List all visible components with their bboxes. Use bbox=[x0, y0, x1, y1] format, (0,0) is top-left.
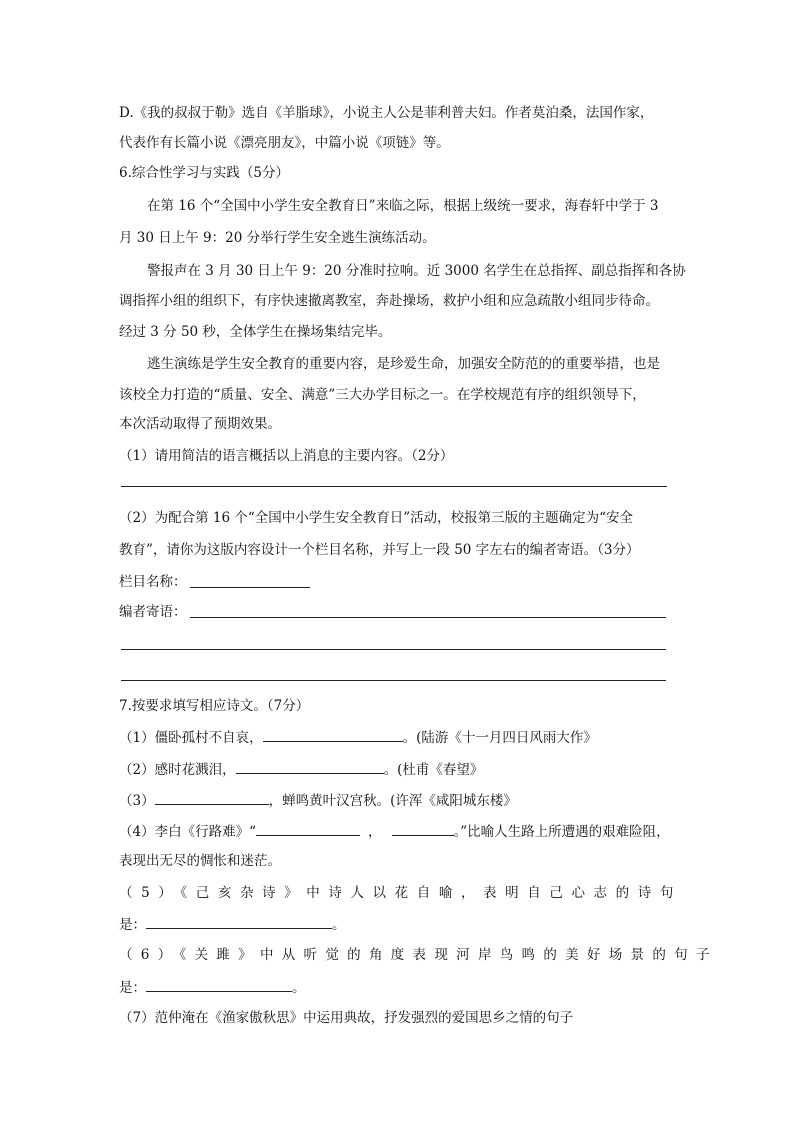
question-7-3-prefix: （3） bbox=[119, 793, 155, 809]
blank-7-4a[interactable] bbox=[256, 820, 360, 836]
question-7-1 bbox=[119, 726, 597, 748]
option-d-line-1: D.《我的叔叔于勒》选自《羊脂球》，小说主人公是菲利普夫妇。作者莫泊桑，法国作家， bbox=[119, 105, 654, 121]
answer-line-6-1[interactable] bbox=[121, 486, 667, 487]
question-6-title: 6.综合性学习与实践（5分） bbox=[119, 165, 289, 181]
news-para-2-line-3: 经过 3 分 50 秒，全体学生在操场集结完毕。 bbox=[119, 324, 392, 340]
editor-note-label: 编者寄语： bbox=[119, 604, 187, 620]
column-name-blank[interactable] bbox=[190, 587, 310, 588]
blank-7-3[interactable] bbox=[155, 789, 269, 805]
news-para-3-line-1: 逃生演练是学生安全教育的重要内容，是珍爱生命，加强安全防范的的重要举措，也是 bbox=[147, 356, 660, 372]
question-7-2-prefix: （2）感时花溅泪， bbox=[119, 762, 236, 778]
question-7-5-period: 。 bbox=[332, 917, 346, 933]
question-7-4 bbox=[119, 820, 670, 842]
news-para-2-line-1: 警报声在 3 月 30 日上午 9：20 分准时拉响。近 3000 名学生在总指挥、副总指挥和各协 bbox=[147, 263, 686, 279]
blank-7-2[interactable] bbox=[236, 758, 384, 774]
question-7-6-line-1: （6）《关雎》中从听觉的角度表现河岸鸟鸣的美好场景的句子 bbox=[119, 947, 718, 963]
column-name-label: 栏目名称： bbox=[119, 574, 187, 590]
question-7-5-answer-prefix: 是： bbox=[119, 917, 146, 933]
question-7-3-suffix: ，蝉鸣黄叶汉宫秋。(许浑《咸阳城东楼》 bbox=[268, 793, 517, 809]
question-6-1: （1）请用简洁的语言概括以上消息的主要内容。（2分） bbox=[119, 448, 454, 464]
editor-note-blank-1[interactable] bbox=[190, 617, 666, 618]
option-d-line-2: 代表作有长篇小说《漂亮朋友》，中篇小说《项链》等。 bbox=[119, 135, 450, 151]
question-6-2-line-2: 教育”，请你为这版内容设计一个栏目名称，并写上一段 50 字左右的编者寄语。（3分） bbox=[119, 542, 640, 558]
blank-7-6[interactable] bbox=[146, 976, 292, 992]
question-7-3 bbox=[119, 789, 517, 811]
blank-7-1[interactable] bbox=[263, 726, 403, 742]
question-7-6-line-2 bbox=[119, 976, 306, 998]
question-7-4-prefix: （4）李白《行路难》“ bbox=[119, 824, 256, 840]
question-7-1-prefix: （1）僵卧孤村不自哀， bbox=[119, 730, 263, 746]
question-7-5-line-1: （5）《己亥杂诗》中诗人以花自喻，表明自己心志的诗句 bbox=[119, 885, 682, 901]
question-7-7: （7）范仲淹在《渔家傲秋思》中运用典故，抒发强烈的爱国思乡之情的句子 bbox=[119, 1010, 574, 1026]
news-para-1-line-2: 月 30 日上午 9：20 分举行学生安全逃生演练活动。 bbox=[119, 230, 436, 246]
question-7-4-suffix: 。”比喻人生路上所遭遇的艰难险阻， bbox=[453, 824, 670, 840]
news-para-1-line-1: 在第 16 个“全国中小学生安全教育日”来临之际，根据上级统一要求，海春轩中学于 3 bbox=[147, 198, 659, 214]
question-7-2 bbox=[119, 758, 483, 780]
question-7-1-suffix: 。(陆游《十一月四日风雨大作》 bbox=[402, 730, 597, 746]
blank-7-4b[interactable] bbox=[392, 820, 454, 836]
question-7-6-answer-prefix: 是： bbox=[119, 980, 146, 996]
news-para-3-line-3: 本次活动取得了预期效果。 bbox=[119, 416, 281, 432]
question-7-2-suffix: 。(杜甫《春望》 bbox=[383, 762, 484, 778]
blank-7-5[interactable] bbox=[146, 913, 332, 929]
editor-note-blank-3[interactable] bbox=[121, 680, 666, 681]
news-para-2-line-2: 调指挥小组的组织下，有序快速撤离教室，奔赴操场，救护小组和应急疏散小组同步待命。 bbox=[119, 293, 659, 309]
question-7-6-period: 。 bbox=[292, 980, 306, 996]
question-7-title: 7.按要求填写相应诗文。（7分） bbox=[119, 698, 310, 714]
news-para-3-line-2: 该校全力打造的“质量、安全、满意”三大办学目标之一。在学校规范有序的组织领导下， bbox=[119, 387, 646, 403]
editor-note-blank-2[interactable] bbox=[121, 649, 666, 650]
question-7-5-line-2 bbox=[119, 913, 346, 935]
question-7-4-continued: 表现出无尽的惆怅和迷茫。 bbox=[119, 853, 281, 869]
question-7-4-comma: ， bbox=[368, 824, 382, 840]
question-6-2-line-1: （2）为配合第 16 个“全国中小学生安全教育日”活动，校报第三版的主题确定为“安全 bbox=[119, 510, 634, 526]
